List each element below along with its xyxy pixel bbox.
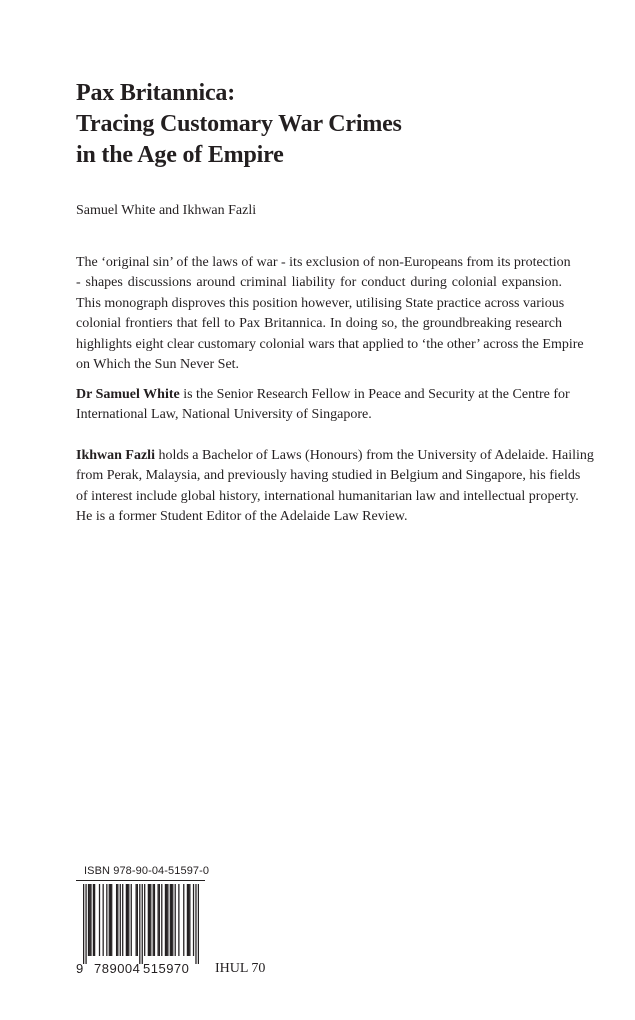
barcode-bar bbox=[94, 884, 95, 956]
book-title bbox=[76, 78, 576, 171]
barcode-bar bbox=[122, 884, 123, 956]
barcode-bar bbox=[189, 884, 190, 956]
barcode-bar bbox=[167, 884, 168, 956]
title-line-2: Tracing Customary War Crimes bbox=[76, 111, 402, 137]
title-line-3: in the Age of Empire bbox=[76, 142, 284, 168]
blurb-line: on Which the Sun Never Set. bbox=[76, 357, 240, 373]
barcode-bar bbox=[127, 884, 128, 956]
authors-line: Samuel White and Ikhwan Fazli bbox=[76, 203, 257, 218]
bio-fazli-line-4: He is a former Student Editor of the Adelaide Law Review. bbox=[76, 509, 408, 525]
barcode-bar bbox=[159, 884, 160, 956]
barcode-bar bbox=[144, 884, 145, 956]
barcode-bar bbox=[187, 884, 188, 956]
barcode-bar bbox=[149, 884, 150, 956]
author-bio-white bbox=[76, 385, 570, 426]
author-name-fazli: Ikhwan Fazli bbox=[76, 448, 155, 463]
barcode-bar bbox=[161, 884, 162, 956]
barcode-bar bbox=[171, 884, 172, 956]
title-line-1: Pax Britannica: bbox=[76, 80, 235, 106]
barcode-bar bbox=[106, 884, 107, 956]
book-blurb bbox=[76, 253, 584, 375]
isbn-barcode bbox=[83, 884, 199, 964]
barcode-bar bbox=[188, 884, 189, 956]
barcode-bar bbox=[193, 884, 194, 956]
barcode-bar bbox=[178, 884, 179, 956]
barcode-digits-left: 789004 bbox=[94, 961, 141, 976]
barcode-bar bbox=[116, 884, 117, 956]
barcode-bar bbox=[126, 884, 127, 956]
bio-fazli-text-1: holds a Bachelor of Laws (Honours) from the University of Adelaide. Hailing bbox=[154, 448, 594, 463]
barcode-bar bbox=[153, 884, 154, 956]
bio-fazli-line-2: from Perak, Malaysia, and previously having studied in Belgium and Singapore, his fields bbox=[76, 468, 581, 484]
barcode-bar bbox=[166, 884, 167, 956]
barcode-bar bbox=[89, 884, 90, 956]
barcode-bar bbox=[142, 884, 143, 964]
author-name-white: Dr Samuel White bbox=[76, 387, 180, 402]
barcode-bar bbox=[83, 884, 84, 964]
barcode-bar bbox=[136, 884, 137, 956]
bio-white-text-1: is the Senior Research Fellow in Peace and Security at the Centre for bbox=[179, 387, 570, 402]
bio-white-line-2: International Law, National University of Singapore. bbox=[76, 407, 372, 423]
barcode-bar bbox=[109, 884, 110, 956]
blurb-line: - shapes discussions around criminal liability for conduct during colonial expansion. bbox=[76, 275, 562, 291]
barcode-bar bbox=[165, 884, 166, 956]
bio-fazli-line-1 bbox=[76, 446, 594, 466]
barcode-bar bbox=[137, 884, 138, 956]
blurb-line: highlights eight clear customary colonial wars that applied to ‘the other’ across the Empire bbox=[76, 336, 584, 352]
barcode-bar bbox=[198, 884, 199, 964]
barcode-bar bbox=[131, 884, 132, 956]
blurb-line: This monograph disproves this position however, utilising State practice across various bbox=[76, 295, 565, 311]
barcode-bar bbox=[157, 884, 158, 956]
barcode-bar bbox=[195, 884, 196, 964]
barcode-bar bbox=[117, 884, 118, 956]
barcode-bar bbox=[154, 884, 155, 956]
barcode-bar bbox=[170, 884, 171, 956]
barcode-bar bbox=[88, 884, 89, 956]
barcode-bar bbox=[128, 884, 129, 956]
barcode-bar bbox=[139, 884, 140, 964]
barcode-bar bbox=[120, 884, 121, 956]
barcode-bar bbox=[172, 884, 173, 956]
barcode-bar bbox=[175, 884, 176, 956]
bio-white-line-1 bbox=[76, 385, 570, 405]
barcode-bar bbox=[111, 884, 112, 956]
barcode-bar bbox=[103, 884, 104, 956]
barcode-bar bbox=[99, 884, 100, 956]
barcode-digit-first: 9 bbox=[76, 961, 84, 976]
barcode-bar bbox=[85, 884, 86, 964]
barcode-bar bbox=[150, 884, 151, 956]
blurb-line: colonial frontiers that fell to Pax Britannica. In doing so, the groundbreaking research bbox=[76, 316, 562, 332]
series-code: IHUL 70 bbox=[215, 961, 266, 976]
barcode-bar bbox=[90, 884, 91, 956]
barcode-bar bbox=[183, 884, 184, 956]
blurb-line: The ‘original sin’ of the laws of war - its exclusion of non-Europeans from its protection bbox=[76, 255, 571, 270]
barcode-bar bbox=[93, 884, 94, 956]
barcode-bar bbox=[110, 884, 111, 956]
barcode-digits-right: 515970 bbox=[143, 961, 190, 976]
barcode-bar bbox=[148, 884, 149, 956]
bio-fazli-line-3: of interest include global history, international humanitarian law and intellectual property. bbox=[76, 488, 579, 504]
isbn-label: ISBN 978-90-04-51597-0 bbox=[84, 865, 210, 877]
author-bio-fazli bbox=[76, 446, 594, 528]
